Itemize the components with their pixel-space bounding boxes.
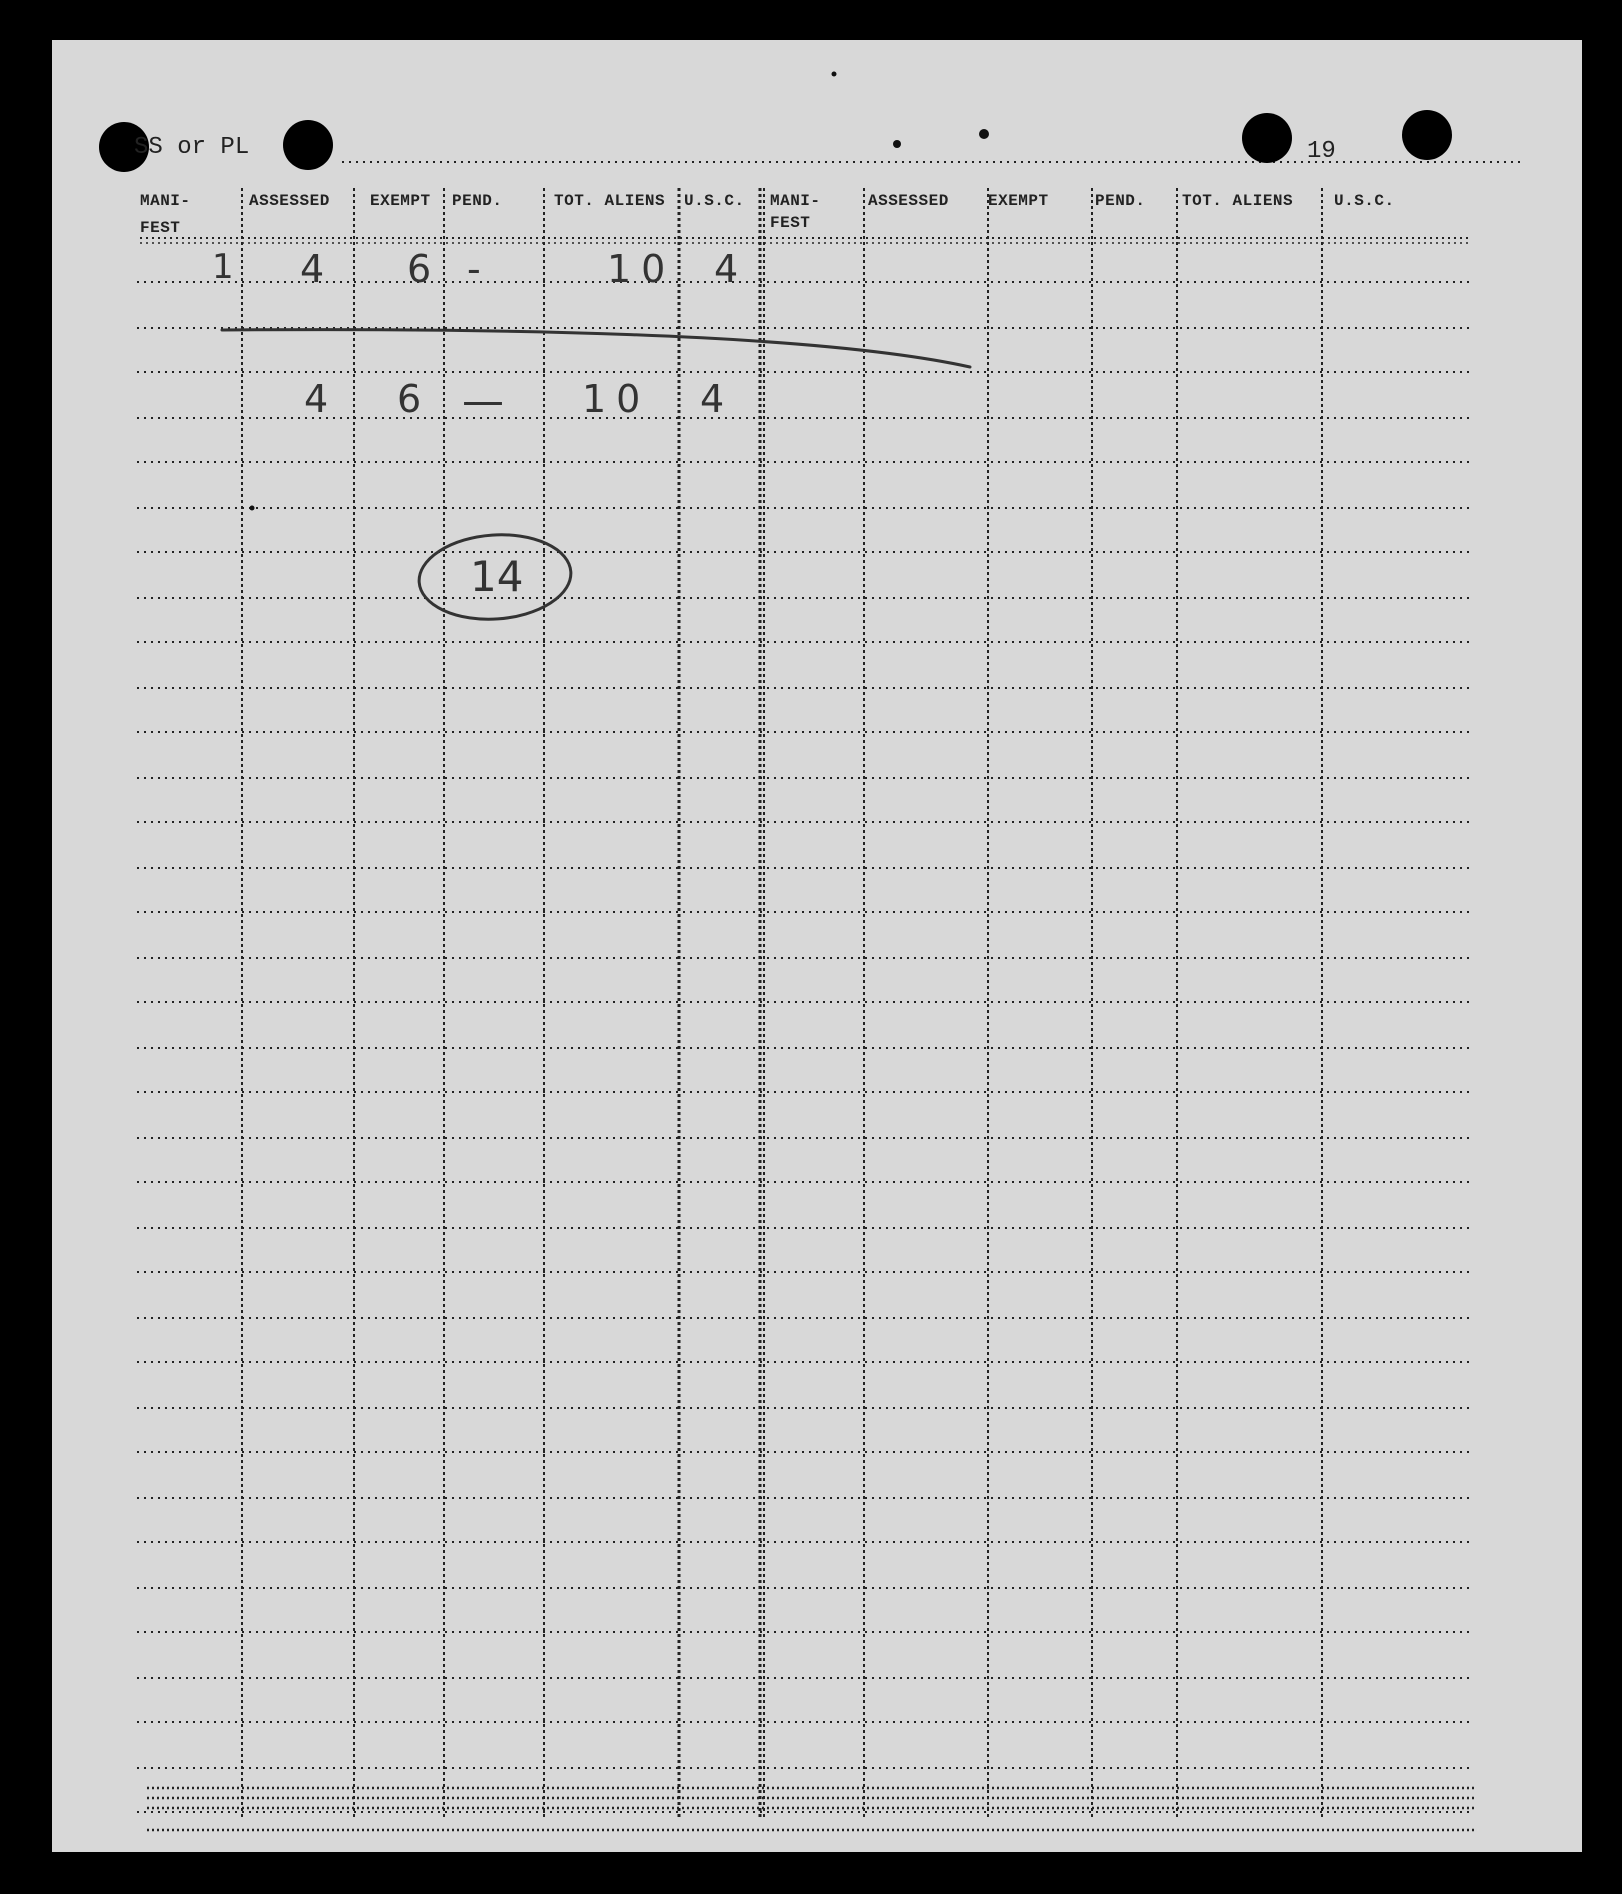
entry-manifest: 1	[212, 247, 234, 287]
header-pend-right: PEND.	[1095, 192, 1146, 210]
header-exempt-right: EXEMPT	[988, 192, 1049, 210]
entry-usc: 4	[714, 247, 739, 291]
total-usc: 4	[700, 377, 725, 421]
header-assessed: ASSESSED	[249, 192, 330, 210]
speck	[250, 506, 255, 511]
punch-hole	[1402, 110, 1452, 160]
total-pend: —	[462, 376, 504, 425]
speck	[893, 140, 901, 148]
header-exempt: EXEMPT	[370, 192, 431, 210]
punch-hole	[1242, 113, 1292, 163]
circled-total: 14	[470, 552, 524, 601]
form-sheet	[52, 40, 1582, 1852]
speck	[979, 129, 989, 139]
form-grid	[52, 40, 1582, 1852]
pen-underline	[222, 330, 970, 367]
total-exempt: 6	[397, 377, 422, 421]
header-tot-aliens-right: TOT. ALIENS	[1182, 192, 1294, 210]
header-manifest-right-line2: FEST	[770, 214, 811, 232]
header-pend: PEND.	[452, 192, 503, 210]
speck	[832, 72, 837, 77]
entry-assessed: 4	[300, 247, 325, 291]
header-manifest-line1: MANI-	[140, 192, 191, 210]
entry-tot-aliens: 10	[607, 247, 676, 291]
punch-hole	[283, 120, 333, 170]
entry-pend: -	[467, 247, 481, 291]
header-usc-right: U.S.C.	[1334, 192, 1395, 210]
form-title: SS or PL	[134, 134, 250, 161]
header-manifest-right-line1: MANI-	[770, 192, 821, 210]
header-usc: U.S.C.	[684, 192, 745, 210]
header-manifest-line2: FEST	[140, 219, 181, 237]
entry-exempt: 6	[407, 247, 432, 291]
header-assessed-right: ASSESSED	[868, 192, 949, 210]
header-tot-aliens: TOT. ALIENS	[554, 192, 666, 210]
total-assessed: 4	[304, 377, 329, 421]
total-tot-aliens: 10	[582, 377, 651, 421]
year-label: 19	[1307, 138, 1336, 165]
